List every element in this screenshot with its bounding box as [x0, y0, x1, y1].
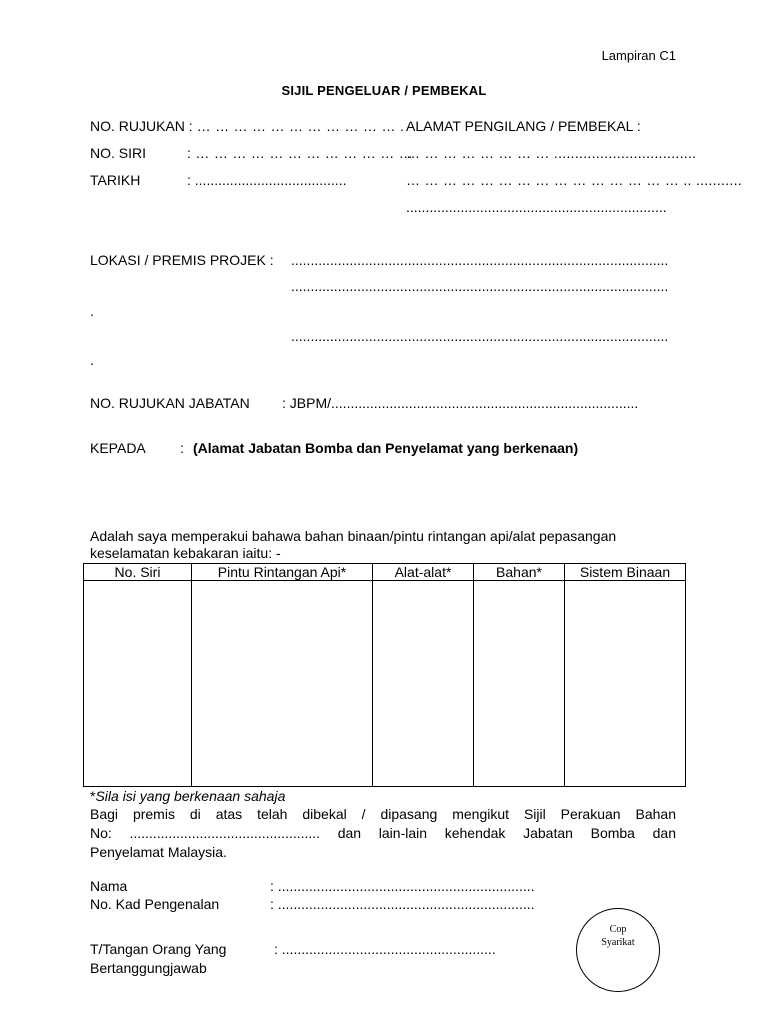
page-title: SIJIL PENGELUAR / PEMBEKAL [281, 83, 487, 98]
kad-label: No. Kad Pengenalan [90, 896, 220, 912]
footnote-text: Sila isi yang berkenaan sahaja [95, 788, 286, 804]
intro-line-2: keselamatan kebakaran iaitu: - [90, 545, 281, 561]
lokasi-line-1[interactable]: ................................................................................................. [291, 252, 669, 268]
para-line-2: No: ................................................. dan lain-lain kehendak Jabatan Bomba dan [90, 825, 676, 841]
alamat-line-1[interactable]: … … … … … … … … .................................. [406, 145, 697, 161]
nama-label: Nama [90, 878, 128, 894]
nama-field[interactable]: : .................................................................. [270, 878, 535, 894]
col-bahan: Bahan* [474, 564, 565, 581]
stamp-line-1: Cop [609, 924, 627, 935]
col-sistem-binaan: Sistem Binaan [565, 564, 686, 581]
para-line-3: Penyelamat Malaysia. [90, 844, 227, 860]
cell-alat-alat[interactable] [373, 581, 474, 787]
alamat-line-3[interactable]: ................................................................... [406, 199, 667, 215]
tarikh-label: TARIKH [90, 172, 141, 188]
lampiran-label: Lampiran C1 [601, 48, 676, 63]
rujukan-dots[interactable]: … … … … … … … … … … … . [196, 118, 405, 134]
alamat-line-2[interactable]: … … … … … … … … … … … … … … … .. ........... [406, 172, 742, 188]
lokasi-dot-1: . [90, 303, 94, 319]
col-no-siri: No. Siri [84, 564, 192, 581]
jabatan-field[interactable]: : JBPM/............................................................................... [282, 395, 639, 411]
lokasi-label: LOKASI / PREMIS PROJEK : [90, 252, 274, 268]
rujukan-label: NO. RUJUKAN : [90, 118, 197, 134]
col-pintu-rintangan-api: Pintu Rintangan Api* [192, 564, 373, 581]
tangan-label-2: Bertanggungjawab [90, 960, 207, 976]
kepada-address: (Alamat Jabatan Bomba dan Penyelamat yang berkenaan) [193, 440, 579, 456]
kepada-label: KEPADA [90, 440, 146, 456]
stamp-line-2: Syarikat [601, 937, 635, 948]
table-header-row [84, 564, 686, 581]
siri-label: NO. SIRI [90, 145, 147, 161]
jabatan-label: NO. RUJUKAN JABATAN [90, 395, 250, 411]
cell-no-siri[interactable] [84, 581, 192, 787]
cell-pintu-rintangan-api[interactable] [192, 581, 373, 787]
items-table [83, 563, 686, 787]
tangan-label-1: T/Tangan Orang Yang [90, 941, 227, 957]
table-row [84, 581, 686, 787]
lokasi-line-3[interactable]: ................................................................................................. [291, 328, 669, 344]
lokasi-line-2[interactable]: ................................................................................................. [291, 278, 669, 294]
kepada-colon: : [180, 440, 184, 456]
company-stamp [576, 908, 660, 992]
cell-bahan[interactable] [474, 581, 565, 787]
siri-field[interactable]: : … … … … … … … … … … … … [187, 145, 414, 161]
kad-field[interactable]: : .................................................................. [270, 896, 535, 912]
rujukan-row [90, 118, 404, 135]
intro-line-1: Adalah saya memperakui bahawa bahan binaan/pintu rintangan api/alat pepasangan [90, 528, 617, 544]
tarikh-field[interactable]: : ....................................... [187, 172, 347, 188]
footnote [90, 788, 285, 805]
lokasi-dot-2: . [90, 352, 94, 368]
para-line-1: Bagi premis di atas telah dibekal / dipasang mengikut Sijil Perakuan Bahan [90, 806, 676, 822]
tangan-field[interactable]: : ....................................................... [274, 941, 496, 957]
col-alat-alat: Alat-alat* [373, 564, 474, 581]
cell-sistem-binaan[interactable] [565, 581, 686, 787]
alamat-label: ALAMAT PENGILANG / PEMBEKAL : [406, 118, 641, 134]
footnote-star: * [90, 788, 96, 804]
